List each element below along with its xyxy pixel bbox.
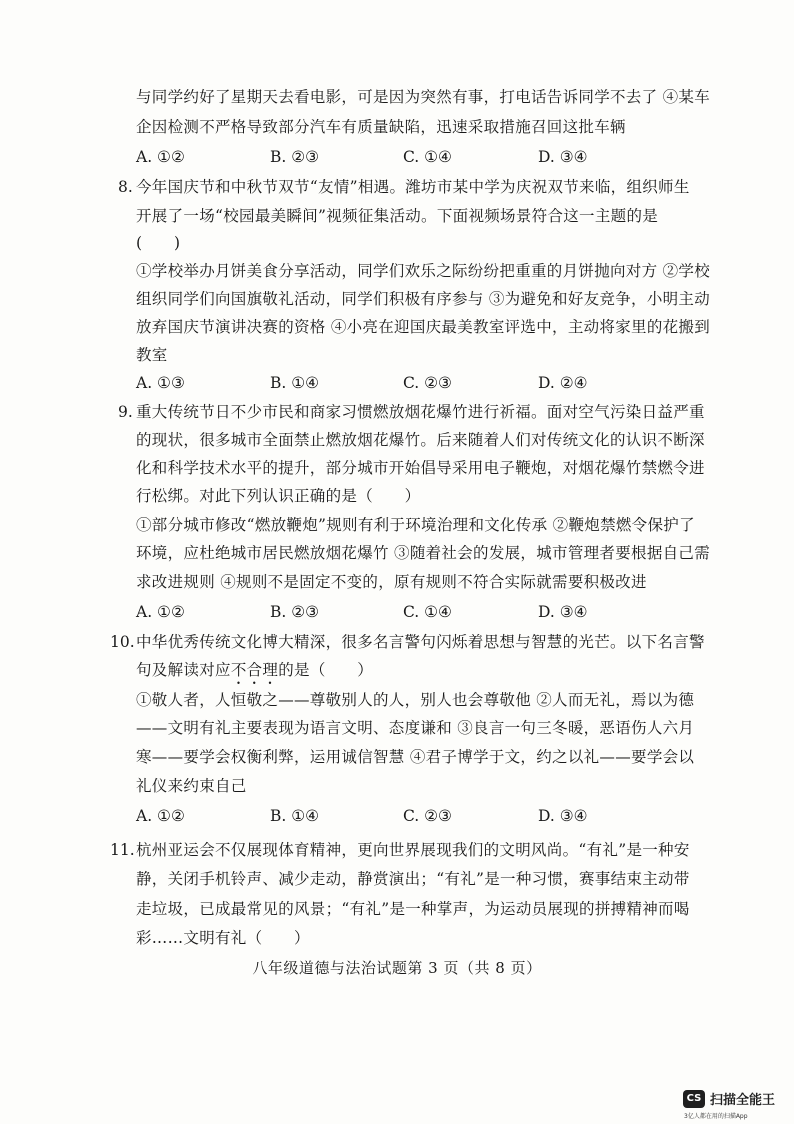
q9-line-2: 的现状，很多城市全面禁止燃放烟花爆竹。后来随着人们对传统文化的认识不断深 <box>136 431 705 449</box>
q9-line-1: 重大传统节日不少市民和商家习惯燃放烟花爆竹进行祈福。面对空气污染日益严重 <box>136 403 705 421</box>
q10-emphasis: 不合理 <box>230 661 279 679</box>
q10-line-3: ①敬人者，人恒敬之——尊敬别人的人，别人也会尊敬他 ②人而无礼，焉以为德 <box>136 691 695 709</box>
q8-line-1: 今年国庆节和中秋节双节“友情”相遇。潍坊市某中学为庆祝双节来临，组织师生 <box>136 178 690 196</box>
q11-line-3: 走垃圾，已成最常见的风景；“有礼”是一种掌声，为运动员展现的拼搏精神而喝 <box>136 900 690 918</box>
q9-line-6: 环境，应杜绝城市居民燃放烟花爆竹 ③随着社会的发展，城市管理者要根据自己需 <box>136 544 711 562</box>
q7-line-1: 与同学约好了星期天去看电影，可是因为突然有事，打电话告诉同学不去了 ④某车 <box>136 88 711 106</box>
scanner-watermark <box>683 1090 794 1120</box>
q9-line-5: ①部分城市修改“燃放鞭炮”规则有利于环境治理和文化传承 ②鞭炮禁燃令保护了 <box>136 516 695 534</box>
q10-option-c: C. ②③ <box>403 807 452 825</box>
q9-option-b: B. ②③ <box>270 603 320 621</box>
q11-line-2: 静，关闭手机铃声、减少走动，静赏演出；“有礼”是一种习惯，赛事结束主动带 <box>136 870 690 888</box>
q10-line-2-pre: 句及解读对应 <box>136 661 231 679</box>
q9-line-7: 求改进规则 ④规则不是固定不变的，原有规则不符合实际就需要积极改进 <box>136 573 647 591</box>
q8-line-4: ①学校举办月饼美食分享活动，同学们欢乐之际纷纷把重重的月饼抛向对方 ②学校 <box>136 262 711 280</box>
q10-line-2-post: 的是（ ） <box>278 661 374 679</box>
q8-number: 8. <box>118 178 133 196</box>
q9-number: 9. <box>118 403 133 421</box>
q8-line-5: 组织同学们向国旗敬礼活动，同学们积极有序参与 ③为避免和好友竞争，小明主动 <box>136 290 711 308</box>
q7-option-a: A. ①② <box>136 148 185 166</box>
q10-option-d: D. ③④ <box>538 807 588 825</box>
q11-number: 11. <box>110 841 135 859</box>
q7-option-b: B. ②③ <box>270 148 320 166</box>
q10-option-a: A. ①② <box>136 807 185 825</box>
q8-option-c: C. ②③ <box>403 374 452 392</box>
q11-line-1: 杭州亚运会不仅展现体育精神，更向世界展现我们的文明风尚。“有礼”是一种安 <box>136 841 690 859</box>
q7-option-d: D. ③④ <box>538 148 588 166</box>
watermark-title: 扫描全能王 <box>710 1093 776 1108</box>
page-footer: 八年级道德与法治试题第 3 页（共 8 页） <box>252 959 542 977</box>
cs-logo-icon: CS <box>683 1090 705 1108</box>
q10-line-6: 礼仪来约束自己 <box>136 777 247 795</box>
q9-option-c: C. ①④ <box>403 603 452 621</box>
q8-option-a: A. ①③ <box>136 374 185 392</box>
q10-option-b: B. ①④ <box>270 807 320 825</box>
q8-option-d: D. ②④ <box>538 374 588 392</box>
q9-option-a: A. ①② <box>136 603 185 621</box>
q8-option-b: B. ①④ <box>270 374 320 392</box>
q10-line-2 <box>136 659 373 688</box>
q8-line-2: 开展了一场“校园最美瞬间”视频征集活动。下面视频场景符合这一主题的是 <box>136 207 659 225</box>
q8-line-3: ( ) <box>136 234 181 252</box>
q10-line-1: 中华优秀传统文化博大精深，很多名言警句闪烁着思想与智慧的光芒。以下名言警 <box>136 633 705 651</box>
q10-number: 10. <box>110 633 135 651</box>
q10-line-5: 寒——要学会权衡利弊，运用诚信智慧 ④君子博学于文，约之以礼——要学会以 <box>136 748 695 766</box>
q8-line-6: 放弃国庆节演讲决赛的资格 ④小亮在迎国庆最美教室评选中，主动将家里的花搬到 <box>136 318 711 336</box>
q11-line-4: 彩……文明有礼（ ） <box>136 929 310 947</box>
q9-option-d: D. ③④ <box>538 603 588 621</box>
q7-option-c: C. ①④ <box>403 148 452 166</box>
q10-line-4: ——文明有礼主要表现为语言文明、态度谦和 ③良言一句三冬暖，恶语伤人六月 <box>136 719 695 737</box>
q9-line-3: 化和科学技术水平的提升，部分城市开始倡导采用电子鞭炮，对烟花爆竹禁燃令进 <box>136 459 705 477</box>
watermark-subtitle: 3亿人都在用的扫描App <box>684 1113 748 1120</box>
q8-line-7: 教室 <box>136 346 168 364</box>
q9-line-4: 行松绑。对此下列认识正确的是（ ） <box>136 487 421 505</box>
q7-line-2: 企因检测不严格导致部分汽车有质量缺陷，迅速采取措施召回这批车辆 <box>136 118 626 136</box>
